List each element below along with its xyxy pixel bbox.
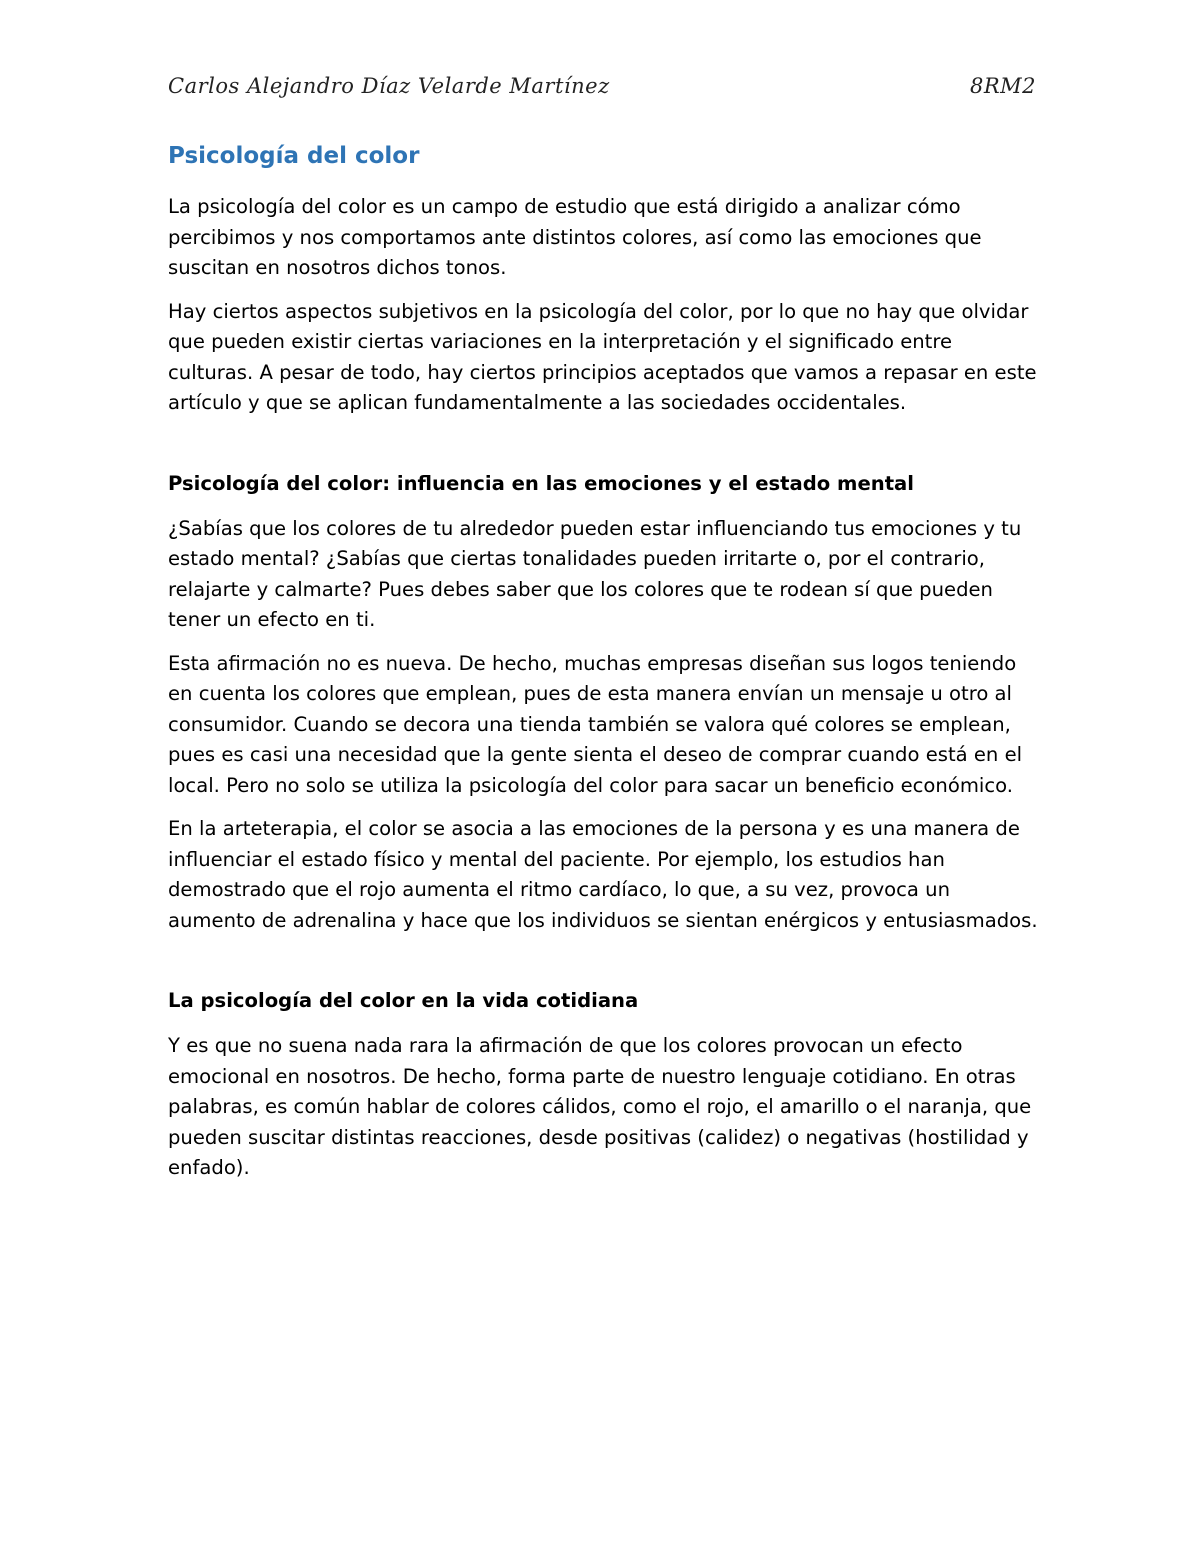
section-paragraph: ¿Sabías que los colores de tu alrededor pueden estar influenciando tus emociones y tu estado mental? ¿Sabías que ciertas tonalidades pueden irritarte o, por el contrario, relajarte y calmarte? Pues debes saber que los colores que te rodean sí que pueden tener un efecto en ti. — [168, 516, 1022, 631]
header-author: Carlos Alejandro Díaz Velarde Martínez — [168, 74, 610, 98]
section-heading-daily-life: La psicología del color en la vida cotidiana — [168, 989, 639, 1012]
page-header — [168, 74, 1036, 106]
intro-paragraph: Hay ciertos aspectos subjetivos en la psicología del color, por lo que no hay que olvidar que pueden existir ciertas variaciones en la interpretación y el significado entre culturas. A pesar de todo, hay ciertos principios aceptados que vamos a repasar en este artículo y que se aplican fundamentalmente a las sociedades occidentales. — [168, 299, 1037, 414]
document-body — [168, 138, 1040, 1197]
section-paragraph: Esta afirmación no es nueva. De hecho, muchas empresas diseñan sus logos teniendo en cuenta los colores que emplean, pues de esta manera envían un mensaje u otro al consumidor. Cuando se decora una tienda también se valora qué colores se emplean, pues es casi una necesidad que la gente sienta el deseo de comprar cuando está en el local. Pero no solo se utiliza la psicología del color para sacar un beneficio económico. — [168, 651, 1023, 797]
document-title: Psicología del color — [168, 143, 420, 169]
section-paragraph: En la arteterapia, el color se asocia a las emociones de la persona y es una manera de influenciar el estado físico y mental del paciente. Por ejemplo, los estudios han demostrado que el rojo aumenta el ritmo cardíaco, lo que, a su vez, provoca un aumento de adrenalina y hace que los individuos se sientan enérgicos y entusiasmados. — [168, 817, 1038, 932]
section-heading-emotions: Psicología del color: influencia en las emociones y el estado mental — [168, 471, 914, 495]
header-group: 8RM2 — [969, 74, 1036, 98]
section-paragraph: Y es que no suena nada rara la afirmación de que los colores provocan un efecto emocional en nosotros. De hecho, forma parte de nuestro lenguaje cotidiano. En otras palabras, es común hablar de colores cálidos, como el rojo, el amarillo o el naranja, que pueden suscitar distintas reacciones, desde positivas (calidez) o negativas (hostilidad y enfado). — [168, 1034, 1032, 1179]
intro-paragraph: La psicología del color es un campo de estudio que está dirigido a analizar cómo percibimos y nos comportamos ante distintos colores, así como las emociones que suscitan en nosotros dichos tonos. — [168, 195, 982, 279]
